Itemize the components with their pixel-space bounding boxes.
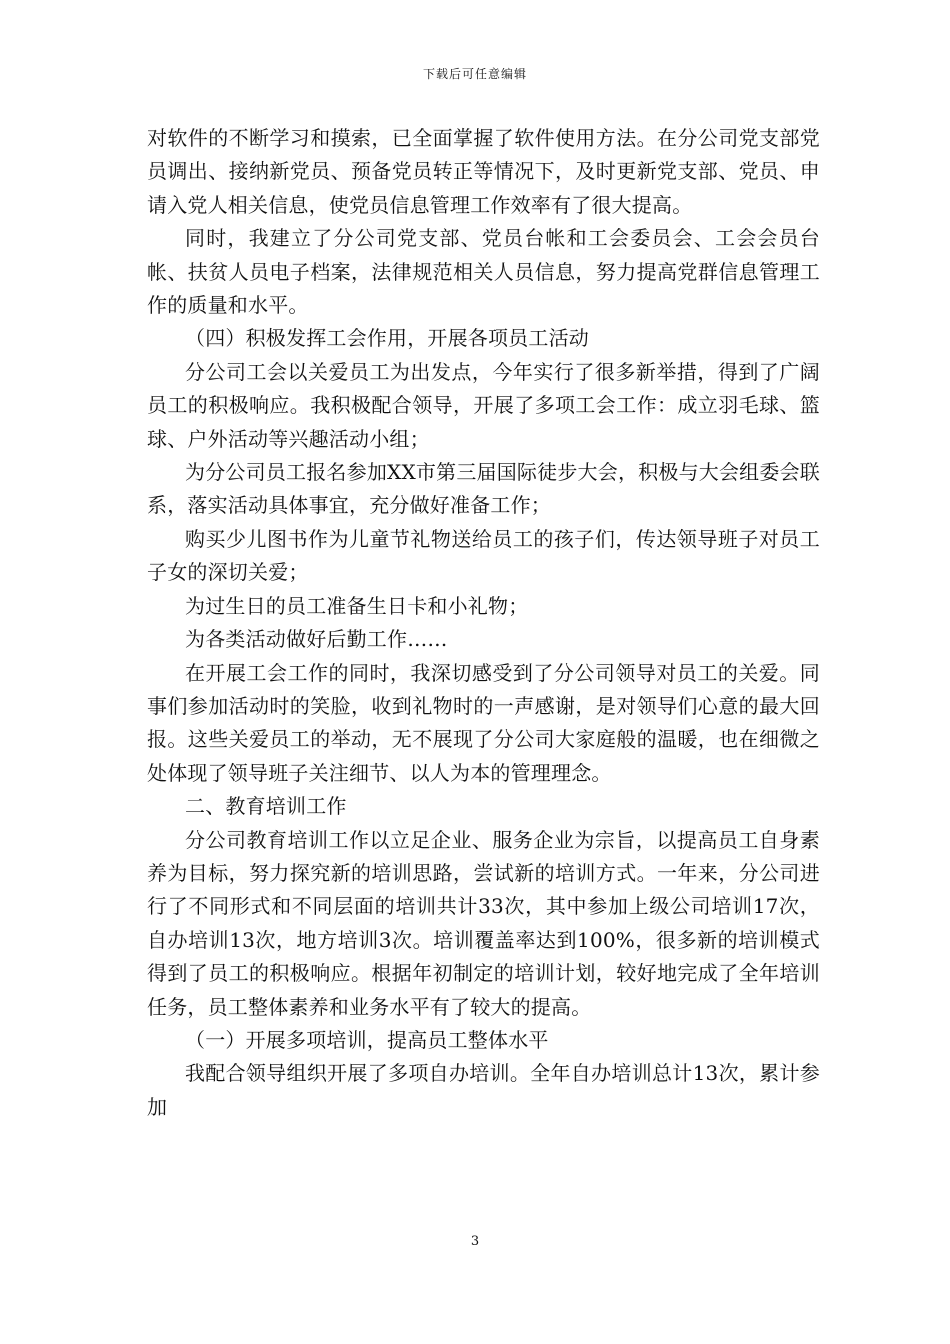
section-heading-4: （四）积极发挥工会作用，开展各项员工活动 <box>185 326 589 351</box>
paragraph-9: 分公司教育培训工作以立足企业、服务企业为宗旨，以提高员工自身素养为目标，努力探究新的培训思路，尝试新的培训方式。一年来，分公司进行了不同形式和不同层面的培训共计33次，其中参加上级公司培训17次，自办培训13次，地方培训3次。培训覆盖率达到100%，很多新的培训模式得到了员工的积极响应。根据年初制定的培训计划，较好地完成了全年培训任务，员工整体素养和业务水平有了较大的提高。 <box>147 827 820 1019</box>
paragraph-2: 同时，我建立了分公司党支部、党员台帐和工会委员会、工会会员台帐、扶贫人员电子档案，法律规范相关人员信息，努力提高党群信息管理工作的质量和水平。 <box>147 226 820 318</box>
paragraph-8: 在开展工会工作的同时，我深切感受到了分公司领导对员工的关爱。同事们参加活动时的笑脸，收到礼物时的一声感谢，是对领导们心意的最大回报。这些关爱员工的举动，无不展现了分公司大家庭般的温暖，也在细微之处体现了领导班子关注细节、以人为本的管理理念。 <box>147 660 820 785</box>
page-header: 下载后可任意编辑 <box>422 67 527 81</box>
section-heading-2: 二、教育培训工作 <box>185 794 347 819</box>
paragraph-5: 购买少儿图书作为儿童节礼物送给员工的孩子们，传达领导班子对员工子女的深切关爱； <box>147 526 820 585</box>
document-body <box>147 122 820 1124</box>
paragraph-4: 为分公司员工报名参加XX市第三届国际徒步大会，积极与大会组委会联系，落实活动具体事宜，充分做好准备工作； <box>147 460 820 518</box>
page-number: 3 <box>470 1234 480 1249</box>
paragraph-1: 对软件的不断学习和摸索，已全面掌握了软件使用方法。在分公司党支部党员调出、接纳新党员、预备党员转正等情况下，及时更新党支部、党员、申请入党人相关信息，使党员信息管理工作效率有了很大提高。 <box>147 126 820 217</box>
paragraph-6: 为过生日的员工准备生日卡和小礼物； <box>185 593 529 618</box>
paragraph-3: 分公司工会以关爱员工为出发点，今年实行了很多新举措，得到了广阔员工的积极响应。我积极配合领导，开展了多项工会工作：成立羽毛球、篮球、户外活动等兴趣活动小组； <box>147 359 820 451</box>
subsection-heading-1: （一）开展多项培训，提高员工整体水平 <box>185 1027 549 1052</box>
paragraph-7: 为各类活动做好后勤工作…… <box>185 627 448 652</box>
paragraph-10: 我配合领导组织开展了多项自办培训。全年自办培训总计13次，累计参加 <box>147 1061 820 1119</box>
